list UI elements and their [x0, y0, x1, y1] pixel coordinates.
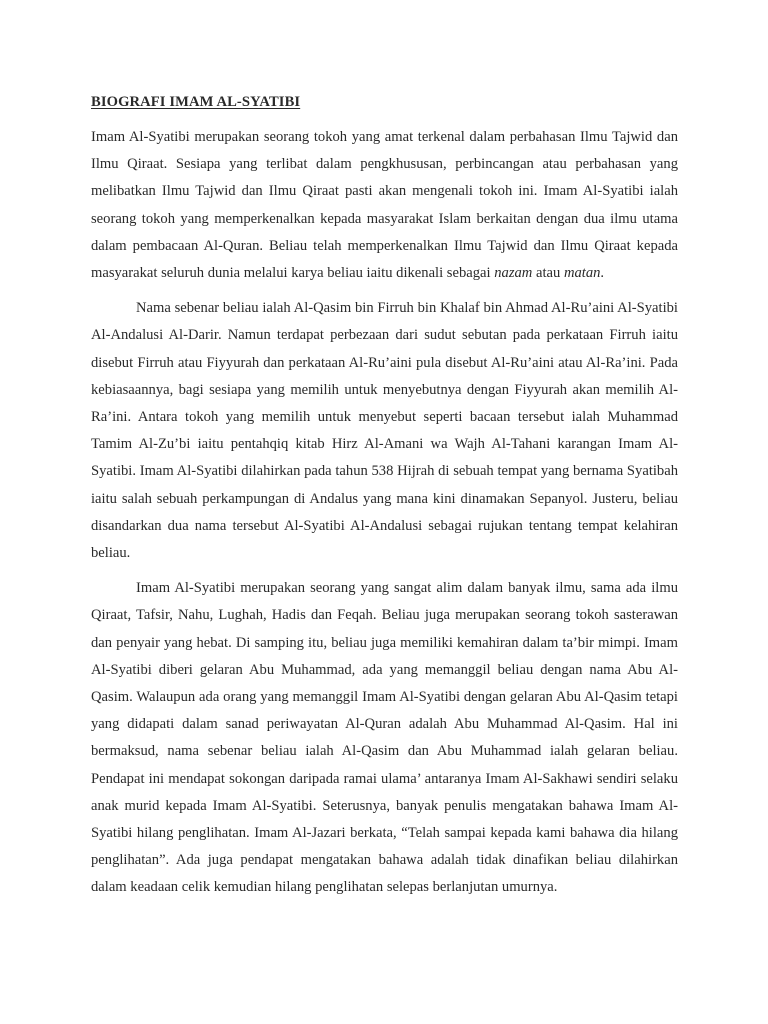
- paragraph-intro: [91, 124, 678, 287]
- paragraph-intro-text-a: Imam Al-Syatibi merupakan seorang tokoh yang amat terkenal dalam perbahasan Ilmu Tajwid dan Ilmu Qiraat. Sesiapa yang terlibat dalam pengkhususan, perbincangan atau perbahasan yang melibatkan Ilmu Tajwid dan Ilmu Qiraat pasti akan mengenali tokoh ini. Imam Al-Syatibi ialah seorang tokoh yang memperkenalkan kepada masyarakat Islam berkaitan dengan dua ilmu utama dalam pembacaan Al-Quran. Beliau telah memperkenalkan Ilmu Tajwid dan Ilmu Qiraat kepada masyarakat seluruh dunia melalui karya beliau iaitu dikenali sebagai: [91, 129, 678, 282]
- paragraph-scholarship: Imam Al-Syatibi merupakan seorang yang sangat alim dalam banyak ilmu, sama ada ilmu Qiraat, Tafsir, Nahu, Lughah, Hadis dan Feqah. Beliau juga merupakan seorang tokoh sasterawan dan penyair yang hebat. Di samping itu, beliau juga memiliki kemahiran dalam ta’bir mimpi. Imam Al-Syatibi diberi gelaran Abu Muhammad, ada yang memanggil beliau dengan nama Abu Al-Qasim. Walaupun ada orang yang memanggil Imam Al-Syatibi dengan gelaran Abu Al-Qasim tetapi yang didapati dalam sanad periwayatan Al-Quran adalah Abu Muhammad Al-Qasim. Hal ini bermaksud, nama sebenar beliau ialah Al-Qasim dan Abu Muhammad ialah gelaran beliau. Pendapat ini mendapat sokongan daripada ramai ulama’ antaranya Imam Al-Sakhawi sendiri selaku anak murid kepada Imam Al-Syatibi. Seterusnya, banyak penulis mengatakan bahawa Imam Al-Syatibi hilang penglihatan. Imam Al-Jazari berkata, “Telah sampai kepada kami bahawa dia hilang penglihatan”. Ada juga pendapat mengatakan bahawa adalah tidak dinafikan beliau dilahirkan dalam keadaan celik kemudian hilang penglihatan selepas berlanjutan umurnya.: [91, 580, 678, 896]
- paragraph-name-origin: Nama sebenar beliau ialah Al-Qasim bin Firruh bin Khalaf bin Ahmad Al-Ru’aini Al-Syatibi Al-Andalusi Al-Darir. Namun terdapat perbezaan dari sudut sebutan pada perkataan Firruh iaitu disebut Firruh atau Fiyyurah dan perkataan Al-Ru’aini pula disebut Al-Ru’aini atau Al-Ra’ini. Pada kebiasaannya, bagi sesiapa yang memilih untuk menyebutnya dengan Fiyyurah akan memilih Al-Ra’ini. Antara tokoh yang memilih untuk menyebut seperti bacaan tersebut ialah Muhammad Tamim Al-Zu’bi iaitu pentahqiq kitab Hirz Al-Amani wa Wajh Al-Tahani karangan Imam Al-Syatibi. Imam Al-Syatibi dilahirkan pada tahun 538 Hijrah di sebuah tempat yang bernama Syatibah iaitu salah sebuah perkampungan di Andalus yang mana kini dinamakan Sepanyol. Justeru, beliau disandarkan dua nama tersebut Al-Syatibi Al-Andalusi sebagai rujukan tentang tempat kelahiran beliau.: [91, 300, 678, 562]
- italic-term-matan: matan: [563, 265, 601, 282]
- document-title: BIOGRAFI IMAM AL-SYATIBI: [91, 94, 301, 110]
- paragraph-intro-text-c: .: [600, 265, 605, 282]
- paragraph-intro-text-b: atau: [532, 265, 564, 282]
- document-body: [91, 92, 678, 902]
- italic-term-nazam: nazam: [494, 265, 533, 282]
